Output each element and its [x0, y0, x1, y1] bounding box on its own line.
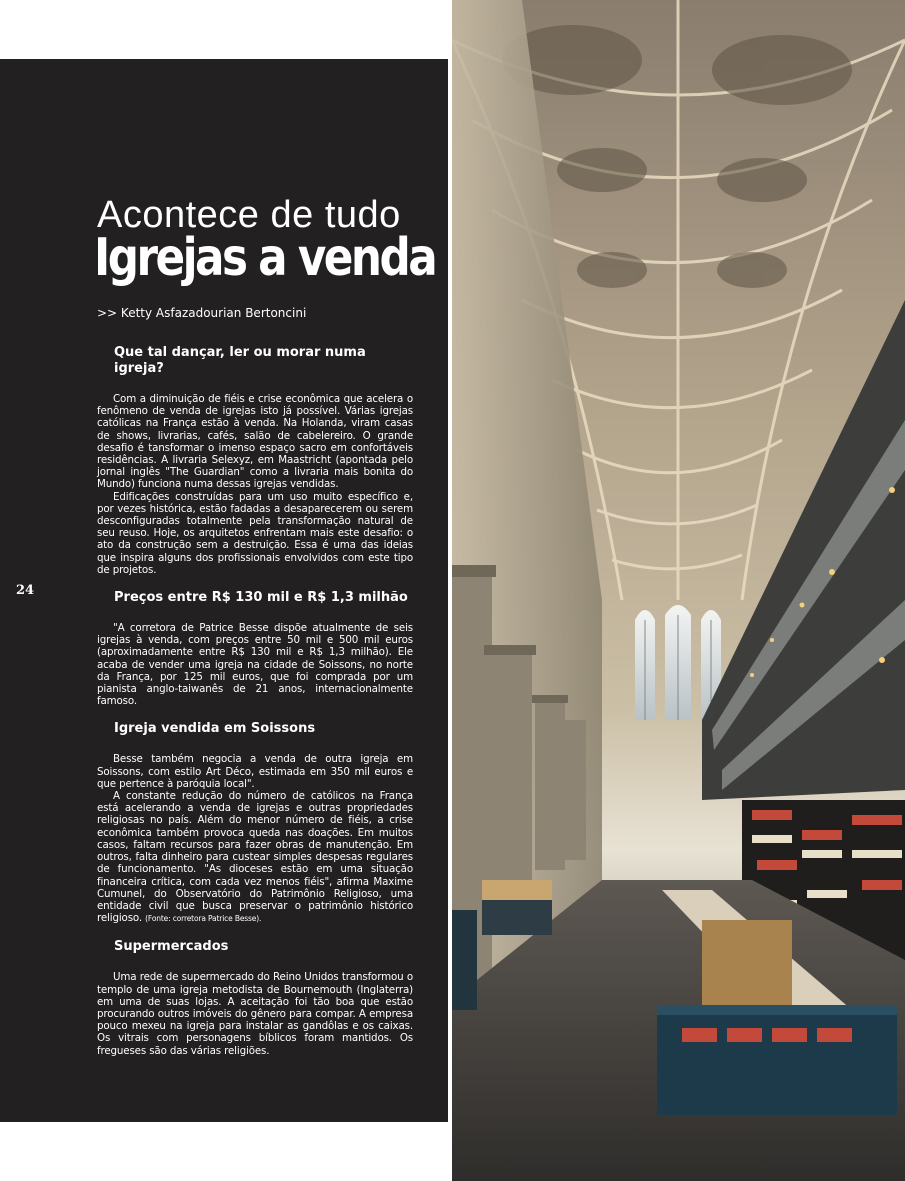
paragraph: Besse também negocia a venda de outra igreja em Soissons, com estilo Art Déco, estimada em 350 mil euros e que pertence à paróquia local".: [97, 753, 413, 790]
paragraph: Uma rede de supermercado do Reino Unidos transformou o templo de uma igreja metodista de Bournemouth (Inglaterra) em uma de suas lojas. A aceitação foi tão boa que estão procurando outros imóveis do gênero para compar. A empresa pouco mexeu na igreja para instalar as gandôlas e os caixas. Os vitrais com personagens bíblicos foram mantidos. Os fregueses são das várias religiões.: [97, 971, 413, 1057]
section-heading: Igreja vendida em Soissons: [114, 721, 316, 737]
paragraph: [97, 790, 413, 925]
paragraph-text: A constante redução do número de católicos na França está acelerando a venda de igrejas e outras propriedades religiosas no país. Além do menor número de fiéis, a crise econômica também provoca queda nas doações. Em muitos casos, faltam recursos para fazer obras de manutenção. Em outros, falta dinheiro para custear simples despesas regulares de funcionamento. "As dioceses estão em uma situação financeira crítica, com cada vez menos fiéis", afirma Maxime Cumunel, do Observatório do Patrimônio Religioso, uma entidade civil que busca preservar o patrimônio histórico religioso.: [97, 790, 413, 925]
paragraph: "A corretora de Patrice Besse dispõe atualmente de seis igrejas à venda, com preços entre 50 mil e 500 mil euros (aproximadamente entre R$ 130 mil e R$ 1,3 milhão). Ele acaba de vender uma igreja na cidade de Soissons, no norte da França, por 125 mil euros, que foi comprada por um pianista anglo-taiwanês de 21 anos, internacionalmente famoso.: [97, 622, 413, 708]
source-note: (Fonte: corretora Patrice Besse).: [145, 914, 262, 924]
church-bookstore-photo: [452, 0, 905, 1181]
section-kicker: Acontece de tudo: [97, 194, 401, 236]
byline: >> Ketty Asfazadourian Bertoncini: [97, 306, 307, 320]
paragraph: Edificações construídas para um uso muito específico e, por vezes histórica, estão fadadas a desaparecerem ou serem desconfiguradas totalmente pela transformação natural de seu reuso. Hoje, os arquitetos enfrentam mais este desafio: o ato da construção sem a destruição. Essa é uma das ideias que inspira alguns dos profissionais envolvidos com este tipo de projetos.: [97, 490, 413, 576]
section-heading: Que tal dançar, ler ou morar numa igreja?: [114, 345, 366, 376]
article-body: [97, 345, 413, 1057]
headline: Igrejas a venda: [94, 228, 436, 288]
paragraph: Com a diminuição de fiéis e crise econômica que acelera o fenômeno de venda de igrejas isto já possível. Várias igrejas católicas na França estão à venda. Na Holanda, viram casas de shows, livrarias, cafés, salão de cabelereiro. O grande desafio é tansformar o imenso espaço sacro em confortáveis residências. A livraria Selexyz, em Maastricht (apontada pelo jornal inglês "The Guardian" como a livraria mais bonita do Mundo) funciona numa dessas igrejas vendidas.: [97, 393, 413, 491]
section-heading: Supermercados: [114, 939, 229, 955]
page-number: 24: [16, 583, 35, 598]
section-heading: Preços entre R$ 130 mil e R$ 1,3 milhão: [114, 590, 408, 606]
